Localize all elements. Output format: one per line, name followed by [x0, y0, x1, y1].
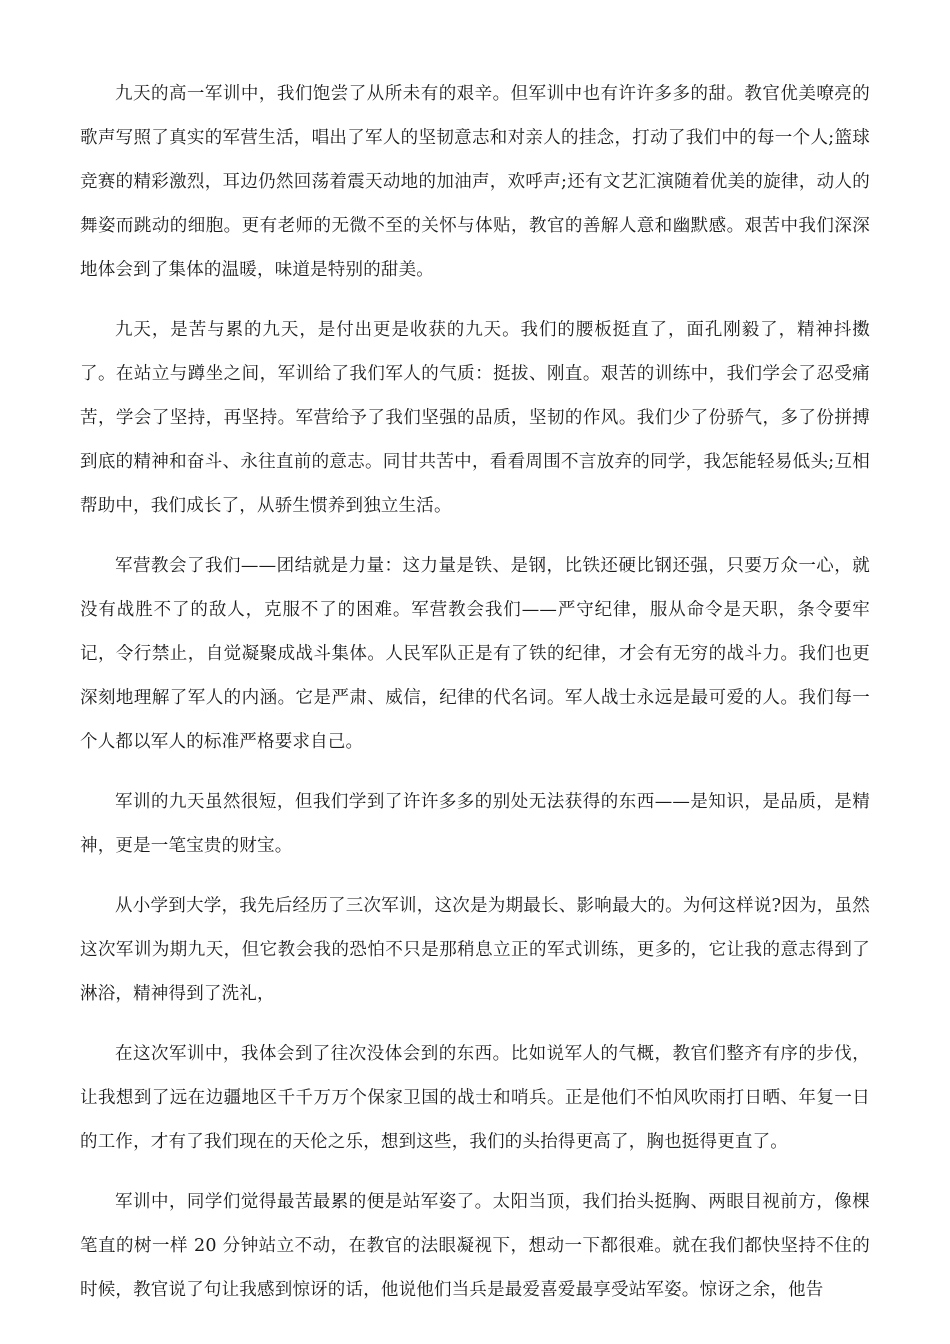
paragraph-7: 军训中，同学们觉得最苦最累的便是站军姿了。太阳当顶，我们抬头挺胸、两眼目视前方，像棵笔直的树一样 20 分钟站立不动，在教官的法眼凝视下，想动一下都很难。就在我们都快坚持不住的时候，教官说了句让我感到惊讶的话，他说他们当兵是最爱喜爱最享受站军姿。惊讶之余，他告 — [80, 1192, 870, 1300]
paragraph-5: 从小学到大学，我先后经历了三次军训，这次是为期最长、影响最大的。为何这样说?因为，虽然这次军训为期九天，但它教会我的恐怕不只是那稍息立正的军式训练，更多的，它让我的意志得到了淋浴，精神得到了洗礼， — [80, 896, 870, 1004]
paragraph-3: 军营教会了我们——团结就是力量：这力量是铁、是钢，比铁还硬比钢还强，只要万众一心，就没有战胜不了的敌人，克服不了的困难。军营教会我们——严守纪律，服从命令是天职，条令要牢记，令行禁止，自觉凝聚成战斗集体。人民军队正是有了铁的纪律，才会有无穷的战斗力。我们也更深刻地理解了军人的内涵。它是严肃、威信，纪律的代名词。军人战士永远是最可爱的人。我们每一个人都以军人的标准严格要求自己。 — [80, 556, 870, 752]
paragraph-2: 九天，是苦与累的九天，是付出更是收获的九天。我们的腰板挺直了，面孔刚毅了，精神抖擞了。在站立与蹲坐之间，军训给了我们军人的气质：挺拔、刚直。艰苦的训练中，我们学会了忍受痛苦，学会了坚持，再坚持。军营给予了我们坚强的品质，坚韧的作风。我们少了份骄气，多了份拼搏到底的精神和奋斗、永往直前的意志。同甘共苦中，看看周围不言放弃的同学，我怎能轻易低头;互相帮助中，我们成长了，从骄生惯养到独立生活。 — [80, 320, 870, 516]
paragraph-6: 在这次军训中，我体会到了往次没体会到的东西。比如说军人的气概，教官们整齐有序的步伐，让我想到了远在边疆地区千千万万个保家卫国的战士和哨兵。正是他们不怕风吹雨打日晒、年复一日的工作，才有了我们现在的天伦之乐，想到这些，我们的头抬得更高了，胸也挺得更直了。 — [80, 1044, 870, 1152]
paragraph-4: 军训的九天虽然很短，但我们学到了许许多多的别处无法获得的东西——是知识，是品质，是精神，更是一笔宝贵的财宝。 — [80, 792, 870, 856]
paragraph-1: 九天的高一军训中，我们饱尝了从所未有的艰辛。但军训中也有许许多多的甜。教官优美嘹亮的歌声写照了真实的军营生活，唱出了军人的坚韧意志和对亲人的挂念，打动了我们中的每一个人;篮球竞赛的精彩激烈，耳边仍然回荡着震天动地的加油声，欢呼声;还有文艺汇演随着优美的旋律，动人的舞姿而跳动的细胞。更有老师的无微不至的关怀与体贴，教官的善解人意和幽默感。艰苦中我们深深地体会到了集体的温暖，味道是特别的甜美。 — [80, 84, 870, 280]
document-body — [80, 72, 870, 1328]
